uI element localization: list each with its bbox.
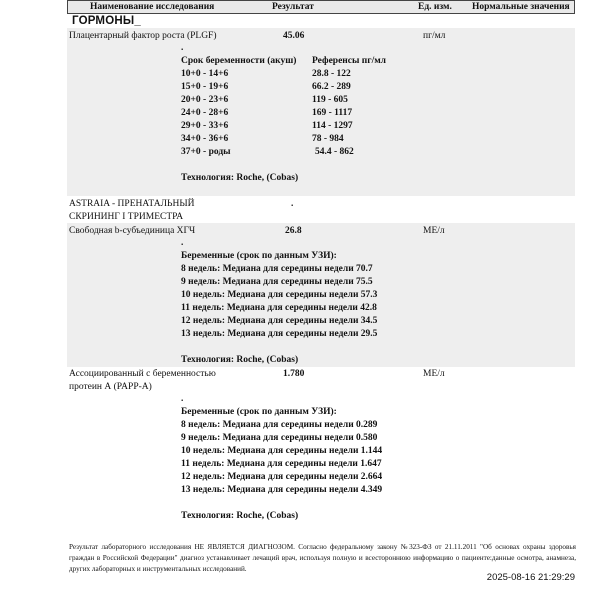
plgf-row-term: 37+0 - роды [181,147,231,157]
plgf-table-head-ref: Референсы пг/мл [312,56,387,66]
pappa-name-line1: Ассоциированный с беременностью [69,369,216,379]
plgf-name: Плацентарный фактор роста (PLGF) [69,31,217,41]
hcg-units: МЕ/л [423,226,445,236]
plgf-row-term: 24+0 - 28+6 [181,108,229,118]
astraia-result: . [291,199,294,209]
hcg-tech: Технология: Roche, (Cobas) [181,355,299,365]
pappa-row: 12 недель: Медиана для середины недели 2.664 [181,472,383,482]
plgf-row-ref: 78 - 984 [312,134,344,144]
pappa-row: 13 недель: Медиана для середины недели 4.349 [181,485,383,495]
section-title: ГОРМОНЫ_ [72,15,141,27]
plgf-row-term: 34+0 - 36+6 [181,134,229,144]
header-col-norm: Нормальные значения [472,2,570,12]
plgf-row-term: 10+0 - 14+6 [181,69,229,79]
plgf-row-ref: 169 - 1117 [312,108,353,118]
header-col-units: Ед. изм. [418,2,452,12]
plgf-result: 45.06 [283,31,305,41]
pappa-row: 11 недель: Медиана для середины недели 1.647 [181,459,382,469]
plgf-table-head-term: Срок беременности (акуш) [181,56,297,66]
pappa-name-line2: протеин А (PAPP-A) [69,382,152,392]
plgf-row-ref: 54.4 - 862 [315,147,354,157]
table-header [67,0,575,14]
astraia-line1: ASTRAIA - ПРЕНАТАЛЬНЫЙ [69,199,195,209]
plgf-row-ref: 114 - 1297 [312,121,353,131]
hcg-name: Свободная b-субъединица ХГЧ [69,226,196,236]
hcg-row: 12 недель: Медиана для середины недели 34.5 [181,316,378,326]
hcg-row: 8 недель: Медиана для середины недели 70.7 [181,264,373,274]
hcg-dot: . [181,238,184,248]
plgf-row-ref: 66.2 - 289 [312,82,351,92]
pappa-row: 8 недель: Медиана для середины недели 0.289 [181,420,378,430]
plgf-tech: Технология: Roche, (Cobas) [181,173,299,183]
hcg-row: 9 недель: Медиана для середины недели 75.5 [181,277,373,287]
pappa-tech: Технология: Roche, (Cobas) [181,511,299,521]
report-timestamp: 2025-08-16 21:29:29 [486,572,575,583]
plgf-units: пг/мл [423,31,446,41]
plgf-row-ref: 28.8 - 122 [312,69,351,79]
pappa-row: 9 недель: Медиана для середины недели 0.580 [181,433,378,443]
hcg-row: 11 недель: Медиана для середины недели 42.8 [181,303,377,313]
hcg-title: Беременные (срок по данным УЗИ): [181,251,337,261]
header-col-name: Наименование исследования [90,2,215,12]
hcg-row: 13 недель: Медиана для середины недели 29.5 [181,329,378,339]
pappa-dot: . [181,394,184,404]
disclaimer: Результат лабораторного исследования НЕ ЯВЛЯЕТСЯ ДИАГНОЗОМ. Согласно федеральному закону №323-ФЗ от 21.11.2011 "Об основах охраны здоровья граждан в Российской Федерации" диагноз устанавливает лечащий врач, используя полную и всестороннюю информацию о пациенте:данные осмотра, анамнеза, других лабораторных и инструментальных исследований. [69,543,576,573]
plgf-dot: . [181,43,184,53]
astraia-line2: СКРИНИНГ I ТРИМЕСТРА [69,212,184,222]
pappa-row: 10 недель: Медиана для середины недели 1.144 [181,446,383,456]
pappa-result: 1.780 [283,369,305,379]
plgf-row-term: 15+0 - 19+6 [181,82,229,92]
plgf-row-ref: 119 - 605 [312,95,348,105]
pappa-title: Беременные (срок по данным УЗИ): [181,407,337,417]
hcg-result: 26.8 [285,226,302,236]
plgf-row-term: 20+0 - 23+6 [181,95,229,105]
header-col-result: Результат [272,2,314,12]
pappa-units: МЕ/л [423,369,445,379]
hcg-row: 10 недель: Медиана для середины недели 57.3 [181,290,378,300]
plgf-row-term: 29+0 - 33+6 [181,121,229,131]
